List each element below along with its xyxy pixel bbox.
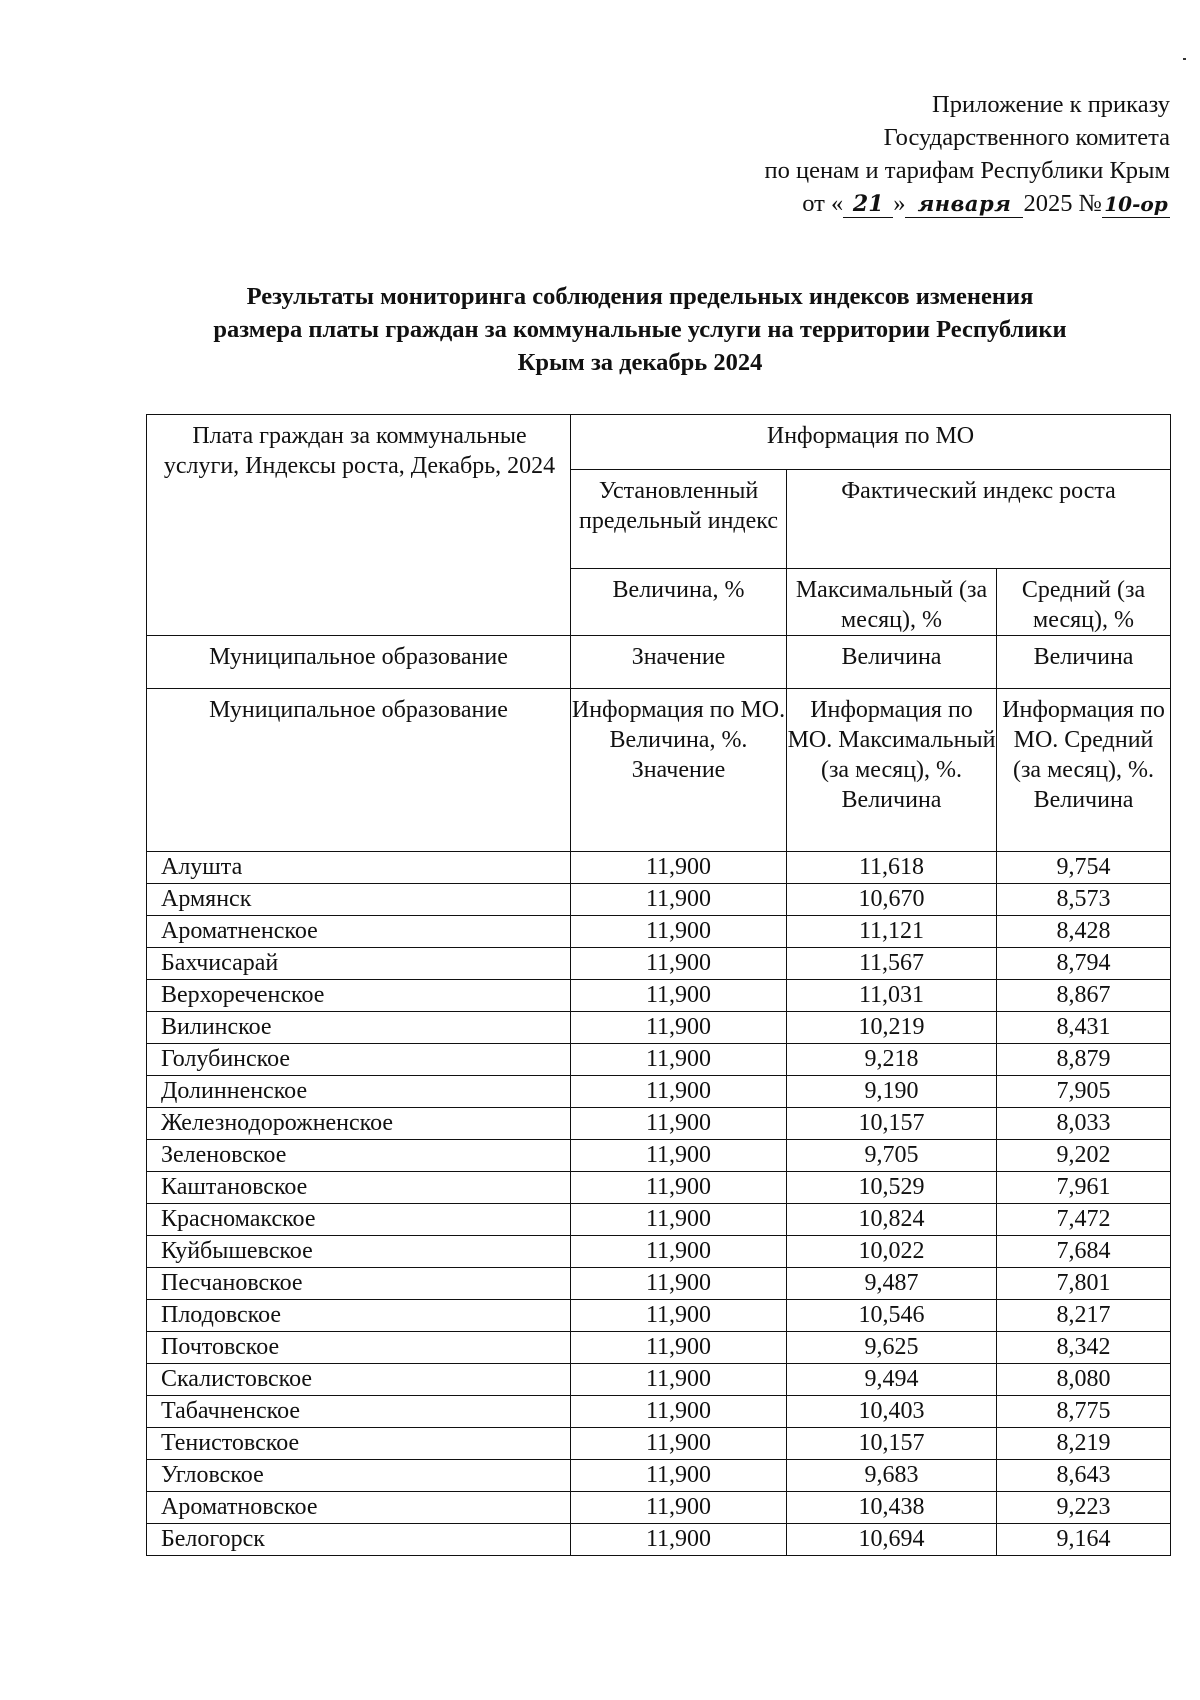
municipality-cell: Армянск bbox=[147, 884, 571, 916]
avg-value-cell: 9,202 bbox=[997, 1140, 1171, 1172]
max-value-cell: 10,438 bbox=[787, 1492, 997, 1524]
municipality-cell: Каштановское bbox=[147, 1172, 571, 1204]
avg-value-cell: 8,775 bbox=[997, 1396, 1171, 1428]
avg-value-cell: 7,472 bbox=[997, 1204, 1171, 1236]
limit-value-cell: 11,900 bbox=[571, 1492, 787, 1524]
avg-value-cell: 7,684 bbox=[997, 1236, 1171, 1268]
header-magnitude-1: Величина bbox=[787, 636, 997, 689]
table-row bbox=[147, 1492, 1171, 1524]
table-row bbox=[147, 884, 1171, 916]
avg-value-cell: 8,879 bbox=[997, 1044, 1171, 1076]
avg-value-cell: 9,164 bbox=[997, 1524, 1171, 1556]
municipality-cell: Ароматненское bbox=[147, 916, 571, 948]
max-value-cell: 9,494 bbox=[787, 1364, 997, 1396]
max-value-cell: 10,694 bbox=[787, 1524, 997, 1556]
table-row bbox=[147, 916, 1171, 948]
title-line-1: Результаты мониторинга соблюдения предельных индексов изменения bbox=[246, 283, 1034, 310]
limit-value-cell: 11,900 bbox=[571, 1332, 787, 1364]
max-value-cell: 9,705 bbox=[787, 1140, 997, 1172]
avg-value-cell: 8,867 bbox=[997, 980, 1171, 1012]
handwritten-month: января bbox=[905, 191, 1023, 218]
header-meaning: Значение bbox=[571, 636, 787, 689]
limit-value-cell: 11,900 bbox=[571, 1044, 787, 1076]
max-value-cell: 10,022 bbox=[787, 1236, 997, 1268]
avg-value-cell: 9,754 bbox=[997, 852, 1171, 884]
monitoring-table bbox=[146, 414, 1171, 1556]
header-info-mo: Информация по МО bbox=[571, 415, 1171, 470]
max-value-cell: 11,031 bbox=[787, 980, 997, 1012]
avg-value-cell: 8,080 bbox=[997, 1364, 1171, 1396]
max-value-cell: 10,157 bbox=[787, 1108, 997, 1140]
handwritten-day: 21 bbox=[843, 191, 893, 218]
municipality-cell: Долинненское bbox=[147, 1076, 571, 1108]
limit-value-cell: 11,900 bbox=[571, 1524, 787, 1556]
limit-value-cell: 11,900 bbox=[571, 1268, 787, 1300]
header-value-percent: Величина, % bbox=[571, 569, 787, 636]
municipality-cell: Тенистовское bbox=[147, 1428, 571, 1460]
table-row bbox=[147, 1460, 1171, 1492]
table-row bbox=[147, 1364, 1171, 1396]
date-prefix: от « bbox=[802, 190, 844, 217]
table-row bbox=[147, 1044, 1171, 1076]
limit-value-cell: 11,900 bbox=[571, 884, 787, 916]
municipality-cell: Зеленовское bbox=[147, 1140, 571, 1172]
header-actual-growth: Фактический индекс роста bbox=[787, 470, 1171, 569]
limit-value-cell: 11,900 bbox=[571, 980, 787, 1012]
header-established-limit: Установленный предельный индекс bbox=[571, 470, 787, 569]
limit-value-cell: 11,900 bbox=[571, 1364, 787, 1396]
table-row bbox=[147, 948, 1171, 980]
avg-value-cell: 8,217 bbox=[997, 1300, 1171, 1332]
limit-value-cell: 11,900 bbox=[571, 1428, 787, 1460]
table-row bbox=[147, 1012, 1171, 1044]
max-value-cell: 11,618 bbox=[787, 852, 997, 884]
max-value-cell: 9,683 bbox=[787, 1460, 997, 1492]
max-value-cell: 11,567 bbox=[787, 948, 997, 980]
municipality-cell: Белогорск bbox=[147, 1524, 571, 1556]
avg-value-cell: 7,801 bbox=[997, 1268, 1171, 1300]
limit-value-cell: 11,900 bbox=[571, 1140, 787, 1172]
table-row bbox=[147, 852, 1171, 884]
max-value-cell: 10,824 bbox=[787, 1204, 997, 1236]
max-value-cell: 9,190 bbox=[787, 1076, 997, 1108]
date-quote-close: » bbox=[893, 190, 906, 217]
handwritten-order-number: 10-ор bbox=[1102, 191, 1170, 218]
table-row bbox=[147, 1108, 1171, 1140]
table-row bbox=[147, 1204, 1171, 1236]
order-ref-line-2: Государственного комитета bbox=[883, 124, 1170, 151]
municipality-cell: Ароматновское bbox=[147, 1492, 571, 1524]
table-row bbox=[147, 1300, 1171, 1332]
header-avg-month: Средний (за месяц), % bbox=[997, 569, 1171, 636]
avg-value-cell: 7,905 bbox=[997, 1076, 1171, 1108]
title-line-3: Крым за декабрь 2024 bbox=[517, 349, 763, 376]
avg-value-cell: 8,643 bbox=[997, 1460, 1171, 1492]
limit-value-cell: 11,900 bbox=[571, 1236, 787, 1268]
max-value-cell: 10,546 bbox=[787, 1300, 997, 1332]
limit-value-cell: 11,900 bbox=[571, 948, 787, 980]
order-reference bbox=[610, 88, 1170, 220]
header-max-month: Максимальный (за месяц), % bbox=[787, 569, 997, 636]
municipality-cell: Железнодорожненское bbox=[147, 1108, 571, 1140]
max-value-cell: 11,121 bbox=[787, 916, 997, 948]
header-row-1 bbox=[147, 415, 1171, 470]
avg-value-cell: 8,794 bbox=[997, 948, 1171, 980]
header-combined-limit: Информация по МО. Величина, %. Значение bbox=[571, 689, 787, 852]
max-value-cell: 9,218 bbox=[787, 1044, 997, 1076]
max-value-cell: 10,670 bbox=[787, 884, 997, 916]
avg-value-cell: 8,431 bbox=[997, 1012, 1171, 1044]
avg-value-cell: 9,223 bbox=[997, 1492, 1171, 1524]
table-row bbox=[147, 1428, 1171, 1460]
max-value-cell: 10,403 bbox=[787, 1396, 997, 1428]
table-row bbox=[147, 1076, 1171, 1108]
municipality-cell: Верхореченское bbox=[147, 980, 571, 1012]
header-magnitude-2: Величина bbox=[997, 636, 1171, 689]
municipality-cell: Голубинское bbox=[147, 1044, 571, 1076]
municipality-cell: Красномакское bbox=[147, 1204, 571, 1236]
limit-value-cell: 11,900 bbox=[571, 1012, 787, 1044]
avg-value-cell: 8,033 bbox=[997, 1108, 1171, 1140]
table-row bbox=[147, 1396, 1171, 1428]
avg-value-cell: 7,961 bbox=[997, 1172, 1171, 1204]
table-row bbox=[147, 1236, 1171, 1268]
table-row bbox=[147, 1332, 1171, 1364]
limit-value-cell: 11,900 bbox=[571, 1172, 787, 1204]
limit-value-cell: 11,900 bbox=[571, 1108, 787, 1140]
avg-value-cell: 8,428 bbox=[997, 916, 1171, 948]
municipality-cell: Вилинское bbox=[147, 1012, 571, 1044]
order-ref-line-1: Приложение к приказу bbox=[932, 91, 1170, 118]
avg-value-cell: 8,219 bbox=[997, 1428, 1171, 1460]
header-row-4 bbox=[147, 636, 1171, 689]
date-year: 2025 № bbox=[1023, 190, 1102, 217]
order-ref-line-3: по ценам и тарифам Республики Крым bbox=[764, 157, 1170, 184]
limit-value-cell: 11,900 bbox=[571, 852, 787, 884]
title-line-2: размера платы граждан за коммунальные услуги на территории Республики bbox=[213, 316, 1067, 343]
limit-value-cell: 11,900 bbox=[571, 1204, 787, 1236]
municipality-cell: Бахчисарай bbox=[147, 948, 571, 980]
municipality-cell: Табачненское bbox=[147, 1396, 571, 1428]
header-combined-max: Информация по МО. Максимальный (за месяц), %. Величина bbox=[787, 689, 997, 852]
municipality-cell: Алушта bbox=[147, 852, 571, 884]
header-municipality-2: Муниципальное образование bbox=[147, 689, 571, 852]
max-value-cell: 10,157 bbox=[787, 1428, 997, 1460]
header-combined-avg: Информация по МО. Средний (за месяц), %. Величина bbox=[997, 689, 1171, 852]
document-title bbox=[140, 280, 1140, 379]
limit-value-cell: 11,900 bbox=[571, 1460, 787, 1492]
table-row bbox=[147, 1268, 1171, 1300]
municipality-cell: Песчановское bbox=[147, 1268, 571, 1300]
order-date-line bbox=[610, 187, 1170, 220]
header-top-left: Плата граждан за коммунальные услуги, Индексы роста, Декабрь, 2024 bbox=[147, 415, 571, 636]
municipality-cell: Скалистовское bbox=[147, 1364, 571, 1396]
table-row bbox=[147, 1524, 1171, 1556]
municipality-cell: Угловское bbox=[147, 1460, 571, 1492]
max-value-cell: 9,487 bbox=[787, 1268, 997, 1300]
max-value-cell: 10,529 bbox=[787, 1172, 997, 1204]
table-row bbox=[147, 980, 1171, 1012]
avg-value-cell: 8,573 bbox=[997, 884, 1171, 916]
municipality-cell: Почтовское bbox=[147, 1332, 571, 1364]
avg-value-cell: 8,342 bbox=[997, 1332, 1171, 1364]
header-row-5 bbox=[147, 689, 1171, 852]
header-municipality-1: Муниципальное образование bbox=[147, 636, 571, 689]
limit-value-cell: 11,900 bbox=[571, 1300, 787, 1332]
limit-value-cell: 11,900 bbox=[571, 916, 787, 948]
max-value-cell: 9,625 bbox=[787, 1332, 997, 1364]
scan-speck bbox=[1183, 58, 1186, 60]
limit-value-cell: 11,900 bbox=[571, 1076, 787, 1108]
table-row bbox=[147, 1172, 1171, 1204]
table-row bbox=[147, 1140, 1171, 1172]
monitoring-table-container bbox=[146, 414, 1170, 1556]
max-value-cell: 10,219 bbox=[787, 1012, 997, 1044]
limit-value-cell: 11,900 bbox=[571, 1396, 787, 1428]
municipality-cell: Куйбышевское bbox=[147, 1236, 571, 1268]
municipality-cell: Плодовское bbox=[147, 1300, 571, 1332]
